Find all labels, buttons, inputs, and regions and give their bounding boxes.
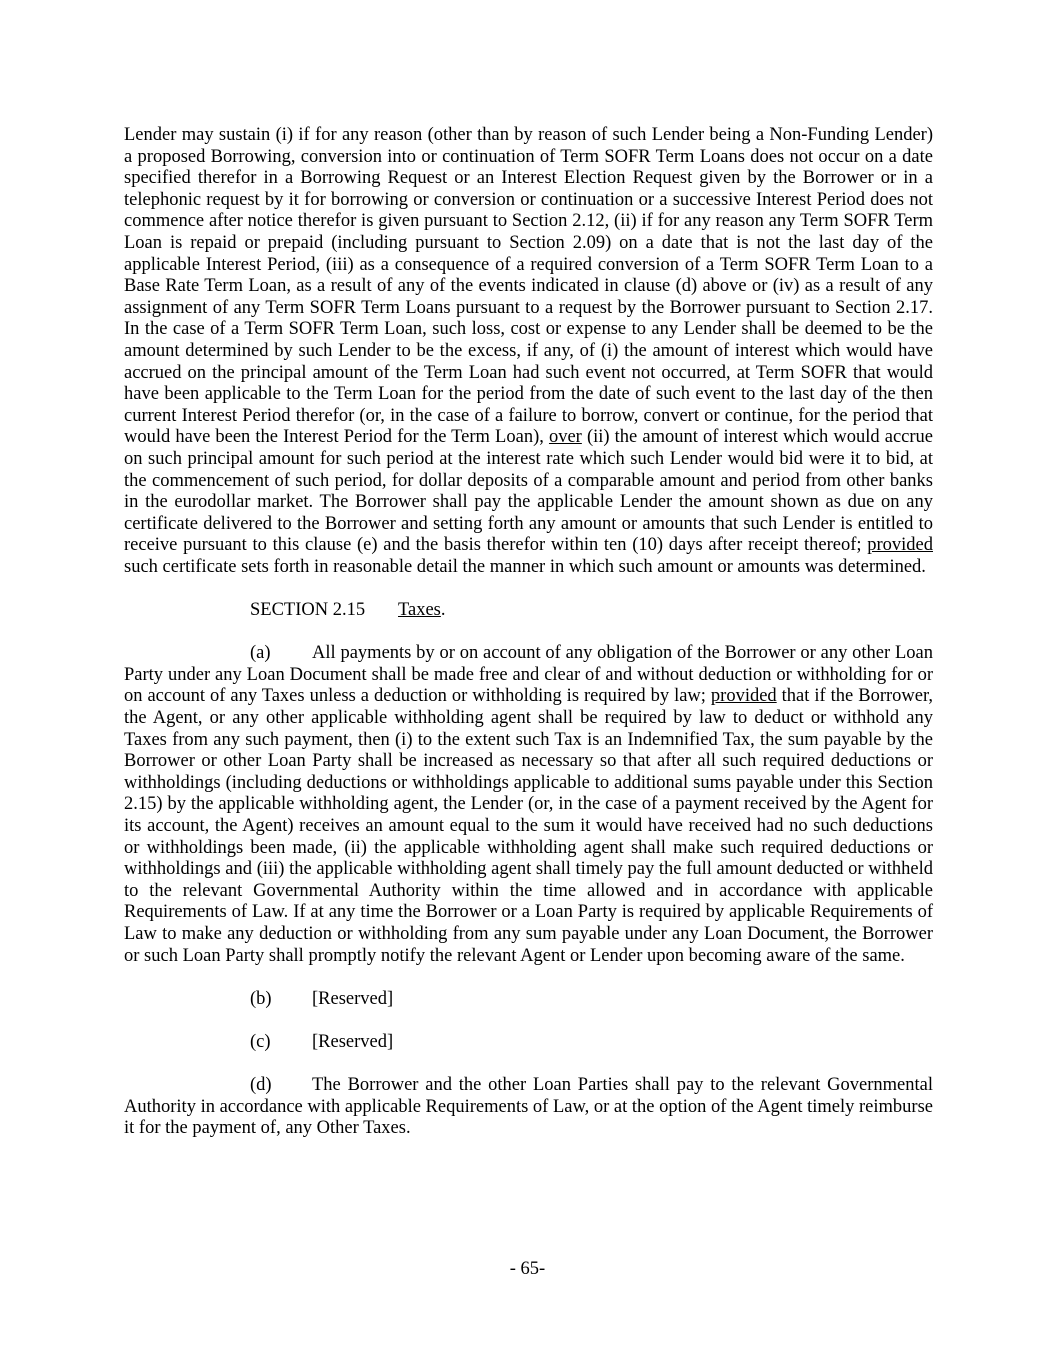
section-title-period: . [440,600,446,621]
section-number: SECTION 2.15 [250,600,366,621]
paragraph-c-reserved [124,1032,933,1054]
paragraph-funding-loss-continuation [124,125,933,578]
underlined-word-provided: provided [710,686,777,707]
list-marker-d: (d) [250,1075,272,1096]
paragraph-b-reserved [124,989,933,1011]
section-2-15-heading [124,600,933,622]
body-text: (ii) the amount of interest which would accrue on such principal amount for such period at the interest rate which such Lender would bid were it to bid, at the commencement of such period, for dollar deposits of a comparable amount and period from other banks in the eurodollar market. The Borrower shall pay the applicable Lender the amount shown as due on any certificate delivered to the Borrower and setting forth any amount or amounts that such Lender is entitled to receive pursuant to this clause (e) and the basis therefor within ten (10) days after receipt thereof; [124,427,933,556]
paragraph-a [124,643,933,967]
page-number: - 65- [509,1259,546,1279]
list-marker-a: (a) [250,643,271,664]
underlined-word-provided: provided [867,535,933,556]
page-content [124,125,933,1162]
body-text: [Reserved] [312,988,394,1009]
underlined-word-over: over [548,427,582,448]
body-text: such certificate sets forth in reasonable detail the manner in which such amount or amounts was determined. [124,556,926,577]
body-text: Lender may sustain (i) if for any reason (other than by reason of such Lender being a Non-Funding Lender) a proposed Borrowing, conversion into or continuation of Term SOFR Term Loans does not occur on a date specified therefor in a Borrowing Request or an Interest Election Request given by the Borrower or in a telephonic request by it for borrowing or conversion or continuation or a successive Interest Period does not commence after notice therefor is given pursuant to Section 2.12, (ii) if for any reason any Term SOFR Term Loan is repaid or prepaid (including pursuant to Section 2.09) on a date that is not the last day of the applicable Interest Period, (iii) as a consequence of a required conversion of a Term SOFR Term Loan to a Base Rate Term Loan, as a result of any of the events indicated in clause (d) above or (iv) as a result of any assignment of any Term SOFR Term Loans pursuant to a request by the Borrower pursuant to Section 2.17. In the case of a Term SOFR Term Loan, such loss, cost or expense to any Lender shall be deemed to be the amount determined by such Lender to be the excess, if any, of (i) the amount of interest which would have accrued on the principal amount of the Term Loan had such event not occurred, at Term SOFR that would have been applicable to the Term Loan for the period from the date of such event to the last day of the then current Interest Period therefor (or, in the case of a failure to borrow, convert or continue, for the period that would have been the Interest Period for the Term Loan), [124,125,933,448]
body-text: The Borrower and the other Loan Parties shall pay to the relevant Governmental Authority in accordance with applicable Requirements of Law, or at the option of the Agent timely reimburse it for the payment of, any Other Taxes. [124,1075,933,1139]
list-marker-b: (b) [250,988,272,1009]
body-text: All payments by or on account of any obligation of the Borrower or any other Loan Party under any Loan Document shall be made free and clear of and without deduction or withholding for or on account of any Taxes unless a deduction or withholding is required by law; [124,643,933,707]
list-marker-c: (c) [250,1031,271,1052]
body-text: [Reserved] [312,1031,394,1052]
paragraph-d [124,1075,933,1140]
body-text: that if the Borrower, the Agent, or any other applicable withholding agent shall be required by law to deduct or withhold any Taxes from any such payment, then (i) to the extent such Tax is an Indemnified Tax, the sum payable by the Borrower or other Loan Party shall be increased as necessary so that after all such required deductions or withholdings (including deductions or withholdings applicable to additional sums payable under this Section 2.15) by the applicable withholding agent, the Lender (or, in the case of a payment received by the Agent for its account, the Agent) receives an amount equal to the sum it would have received had no such deductions or withholdings been made, (ii) the applicable withholding agent shall make such required deductions or withholdings and (iii) the applicable withholding agent shall timely pay the full amount deducted or withheld to the relevant Governmental Authority within the time allowed and in accordance with applicable Requirements of Law. If at any time the Borrower or a Loan Party is required by applicable Requirements of Law to make any deduction or withholding from any sum payable under any Loan Document, the Borrower or such Loan Party shall promptly notify the relevant Agent or Lender upon becoming aware of the same. [124,686,934,966]
section-title: Taxes [398,600,441,621]
